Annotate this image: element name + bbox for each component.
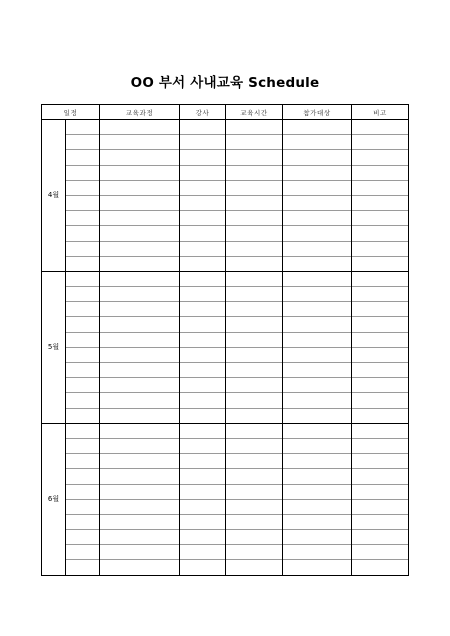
participants-cell[interactable] — [283, 514, 352, 529]
course-cell[interactable] — [100, 363, 180, 378]
date-cell[interactable] — [66, 317, 100, 332]
course-cell[interactable] — [100, 347, 180, 362]
participants-cell[interactable] — [283, 363, 352, 378]
hours-cell[interactable] — [226, 514, 283, 529]
participants-cell[interactable] — [283, 211, 352, 226]
hours-cell[interactable] — [226, 408, 283, 423]
date-cell[interactable] — [66, 135, 100, 150]
header-row — [42, 105, 409, 120]
date-cell[interactable] — [66, 241, 100, 256]
course-cell[interactable] — [100, 317, 180, 332]
participants-cell[interactable] — [283, 347, 352, 362]
remarks-cell[interactable] — [352, 317, 409, 332]
schedule-row — [42, 545, 409, 560]
schedule-row — [42, 560, 409, 575]
schedule-row — [42, 469, 409, 484]
course-cell[interactable] — [100, 332, 180, 347]
course-cell[interactable] — [100, 408, 180, 423]
remarks-cell[interactable] — [352, 287, 409, 302]
remarks-cell[interactable] — [352, 560, 409, 575]
hours-cell[interactable] — [226, 484, 283, 499]
date-cell[interactable] — [66, 287, 100, 302]
date-cell[interactable] — [66, 423, 100, 438]
instructor-cell[interactable] — [180, 271, 226, 286]
participants-cell[interactable] — [283, 120, 352, 135]
schedule-row — [42, 408, 409, 423]
instructor-cell[interactable] — [180, 180, 226, 195]
date-cell[interactable] — [66, 363, 100, 378]
date-cell[interactable] — [66, 469, 100, 484]
instructor-cell[interactable] — [180, 332, 226, 347]
date-cell[interactable] — [66, 120, 100, 135]
schedule-row — [42, 332, 409, 347]
schedule-row — [42, 393, 409, 408]
instructor-cell[interactable] — [180, 454, 226, 469]
schedule-row — [42, 195, 409, 210]
course-cell[interactable] — [100, 135, 180, 150]
instructor-cell[interactable] — [180, 165, 226, 180]
date-cell[interactable] — [66, 271, 100, 286]
participants-cell[interactable] — [283, 484, 352, 499]
hours-cell[interactable] — [226, 317, 283, 332]
schedule-row — [42, 499, 409, 514]
schedule-body — [42, 120, 409, 576]
course-cell[interactable] — [100, 241, 180, 256]
hours-cell[interactable] — [226, 241, 283, 256]
remarks-cell[interactable] — [352, 514, 409, 529]
course-cell[interactable] — [100, 226, 180, 241]
schedule-row — [42, 514, 409, 529]
date-cell[interactable] — [66, 195, 100, 210]
schedule-row — [42, 423, 409, 438]
course-cell[interactable] — [100, 302, 180, 317]
schedule-row — [42, 287, 409, 302]
schedule-row — [42, 271, 409, 286]
participants-cell[interactable] — [283, 332, 352, 347]
course-cell[interactable] — [100, 499, 180, 514]
instructor-cell[interactable] — [180, 423, 226, 438]
remarks-cell[interactable] — [352, 393, 409, 408]
column-header-training-hours: 교육시간 — [226, 105, 283, 120]
participants-cell[interactable] — [283, 287, 352, 302]
instructor-cell[interactable] — [180, 226, 226, 241]
remarks-cell[interactable] — [352, 530, 409, 545]
participants-cell[interactable] — [283, 241, 352, 256]
participants-cell[interactable] — [283, 499, 352, 514]
participants-cell[interactable] — [283, 256, 352, 271]
participants-cell[interactable] — [283, 454, 352, 469]
schedule-row — [42, 438, 409, 453]
participants-cell[interactable] — [283, 423, 352, 438]
schedule-row — [42, 241, 409, 256]
instructor-cell[interactable] — [180, 514, 226, 529]
column-header-schedule: 일정 — [42, 105, 100, 120]
hours-cell[interactable] — [226, 302, 283, 317]
remarks-cell[interactable] — [352, 211, 409, 226]
participants-cell[interactable] — [283, 408, 352, 423]
hours-cell[interactable] — [226, 135, 283, 150]
instructor-cell[interactable] — [180, 241, 226, 256]
hours-cell[interactable] — [226, 332, 283, 347]
date-cell[interactable] — [66, 211, 100, 226]
hours-cell[interactable] — [226, 469, 283, 484]
remarks-cell[interactable] — [352, 256, 409, 271]
course-cell[interactable] — [100, 211, 180, 226]
participants-cell[interactable] — [283, 378, 352, 393]
date-cell[interactable] — [66, 484, 100, 499]
instructor-cell[interactable] — [180, 120, 226, 135]
date-cell[interactable] — [66, 514, 100, 529]
participants-cell[interactable] — [283, 469, 352, 484]
instructor-cell[interactable] — [180, 211, 226, 226]
month-label: 5월 — [42, 271, 66, 423]
instructor-cell[interactable] — [180, 256, 226, 271]
page-title: OO 부서 사내교육 Schedule — [130, 75, 320, 91]
course-cell[interactable] — [100, 530, 180, 545]
hours-cell[interactable] — [226, 423, 283, 438]
schedule-row — [42, 530, 409, 545]
course-cell[interactable] — [100, 180, 180, 195]
instructor-cell[interactable] — [180, 499, 226, 514]
instructor-cell[interactable] — [180, 408, 226, 423]
participants-cell[interactable] — [283, 302, 352, 317]
schedule-row — [42, 226, 409, 241]
course-cell[interactable] — [100, 484, 180, 499]
hours-cell[interactable] — [226, 195, 283, 210]
remarks-cell[interactable] — [352, 363, 409, 378]
month-label: 6월 — [42, 423, 66, 575]
date-cell[interactable] — [66, 499, 100, 514]
remarks-cell[interactable] — [352, 423, 409, 438]
course-cell[interactable] — [100, 150, 180, 165]
participants-cell[interactable] — [283, 438, 352, 453]
course-cell[interactable] — [100, 560, 180, 575]
hours-cell[interactable] — [226, 454, 283, 469]
participants-cell[interactable] — [283, 165, 352, 180]
schedule-row — [42, 120, 409, 135]
remarks-cell[interactable] — [352, 120, 409, 135]
remarks-cell[interactable] — [352, 165, 409, 180]
schedule-table — [41, 104, 409, 576]
hours-cell[interactable] — [226, 150, 283, 165]
hours-cell[interactable] — [226, 530, 283, 545]
date-cell[interactable] — [66, 393, 100, 408]
hours-cell[interactable] — [226, 165, 283, 180]
hours-cell[interactable] — [226, 287, 283, 302]
instructor-cell[interactable] — [180, 378, 226, 393]
hours-cell[interactable] — [226, 378, 283, 393]
hours-cell[interactable] — [226, 226, 283, 241]
date-cell[interactable] — [66, 408, 100, 423]
instructor-cell[interactable] — [180, 363, 226, 378]
remarks-cell[interactable] — [352, 135, 409, 150]
date-cell[interactable] — [66, 165, 100, 180]
course-cell[interactable] — [100, 514, 180, 529]
column-header-instructor: 강사 — [180, 105, 226, 120]
hours-cell[interactable] — [226, 438, 283, 453]
schedule-row — [42, 211, 409, 226]
date-cell[interactable] — [66, 347, 100, 362]
schedule-row — [42, 180, 409, 195]
participants-cell[interactable] — [283, 180, 352, 195]
participants-cell[interactable] — [283, 135, 352, 150]
instructor-cell[interactable] — [180, 560, 226, 575]
instructor-cell[interactable] — [180, 438, 226, 453]
date-cell[interactable] — [66, 560, 100, 575]
course-cell[interactable] — [100, 438, 180, 453]
hours-cell[interactable] — [226, 393, 283, 408]
hours-cell[interactable] — [226, 256, 283, 271]
hours-cell[interactable] — [226, 499, 283, 514]
instructor-cell[interactable] — [180, 135, 226, 150]
hours-cell[interactable] — [226, 347, 283, 362]
column-header-course: 교육과정 — [100, 105, 180, 120]
schedule-row — [42, 363, 409, 378]
remarks-cell[interactable] — [352, 195, 409, 210]
instructor-cell[interactable] — [180, 393, 226, 408]
hours-cell[interactable] — [226, 363, 283, 378]
course-cell[interactable] — [100, 393, 180, 408]
participants-cell[interactable] — [283, 150, 352, 165]
schedule-row — [42, 150, 409, 165]
schedule-row — [42, 135, 409, 150]
instructor-cell[interactable] — [180, 195, 226, 210]
remarks-cell[interactable] — [352, 150, 409, 165]
participants-cell[interactable] — [283, 545, 352, 560]
schedule-row — [42, 378, 409, 393]
schedule-row — [42, 165, 409, 180]
date-cell[interactable] — [66, 256, 100, 271]
course-cell[interactable] — [100, 165, 180, 180]
instructor-cell[interactable] — [180, 530, 226, 545]
hours-cell[interactable] — [226, 211, 283, 226]
instructor-cell[interactable] — [180, 545, 226, 560]
course-cell[interactable] — [100, 454, 180, 469]
course-cell[interactable] — [100, 545, 180, 560]
hours-cell[interactable] — [226, 180, 283, 195]
instructor-cell[interactable] — [180, 347, 226, 362]
instructor-cell[interactable] — [180, 469, 226, 484]
schedule-row — [42, 484, 409, 499]
date-cell[interactable] — [66, 150, 100, 165]
schedule-row — [42, 317, 409, 332]
date-cell[interactable] — [66, 180, 100, 195]
date-cell[interactable] — [66, 226, 100, 241]
participants-cell[interactable] — [283, 226, 352, 241]
remarks-cell[interactable] — [352, 332, 409, 347]
participants-cell[interactable] — [283, 195, 352, 210]
remarks-cell[interactable] — [352, 438, 409, 453]
course-cell[interactable] — [100, 271, 180, 286]
instructor-cell[interactable] — [180, 287, 226, 302]
course-cell[interactable] — [100, 469, 180, 484]
course-cell[interactable] — [100, 423, 180, 438]
hours-cell[interactable] — [226, 560, 283, 575]
participants-cell[interactable] — [283, 317, 352, 332]
participants-cell[interactable] — [283, 530, 352, 545]
remarks-cell[interactable] — [352, 226, 409, 241]
course-cell[interactable] — [100, 378, 180, 393]
remarks-cell[interactable] — [352, 469, 409, 484]
instructor-cell[interactable] — [180, 317, 226, 332]
instructor-cell[interactable] — [180, 302, 226, 317]
course-cell[interactable] — [100, 120, 180, 135]
participants-cell[interactable] — [283, 560, 352, 575]
remarks-cell[interactable] — [352, 271, 409, 286]
remarks-cell[interactable] — [352, 499, 409, 514]
course-cell[interactable] — [100, 287, 180, 302]
column-header-participants: 참가대상 — [283, 105, 352, 120]
participants-cell[interactable] — [283, 271, 352, 286]
remarks-cell[interactable] — [352, 408, 409, 423]
instructor-cell[interactable] — [180, 150, 226, 165]
remarks-cell[interactable] — [352, 545, 409, 560]
schedule-row — [42, 347, 409, 362]
date-cell[interactable] — [66, 438, 100, 453]
remarks-cell[interactable] — [352, 180, 409, 195]
participants-cell[interactable] — [283, 393, 352, 408]
date-cell[interactable] — [66, 545, 100, 560]
remarks-cell[interactable] — [352, 241, 409, 256]
date-cell[interactable] — [66, 302, 100, 317]
hours-cell[interactable] — [226, 271, 283, 286]
date-cell[interactable] — [66, 454, 100, 469]
remarks-cell[interactable] — [352, 302, 409, 317]
schedule-row — [42, 454, 409, 469]
schedule-row — [42, 302, 409, 317]
hours-cell[interactable] — [226, 545, 283, 560]
remarks-cell[interactable] — [352, 347, 409, 362]
month-label: 4월 — [42, 120, 66, 272]
remarks-cell[interactable] — [352, 454, 409, 469]
date-cell[interactable] — [66, 530, 100, 545]
course-cell[interactable] — [100, 256, 180, 271]
date-cell[interactable] — [66, 332, 100, 347]
date-cell[interactable] — [66, 378, 100, 393]
course-cell[interactable] — [100, 195, 180, 210]
remarks-cell[interactable] — [352, 378, 409, 393]
instructor-cell[interactable] — [180, 484, 226, 499]
column-header-remarks: 비고 — [352, 105, 409, 120]
remarks-cell[interactable] — [352, 484, 409, 499]
schedule-row — [42, 256, 409, 271]
hours-cell[interactable] — [226, 120, 283, 135]
